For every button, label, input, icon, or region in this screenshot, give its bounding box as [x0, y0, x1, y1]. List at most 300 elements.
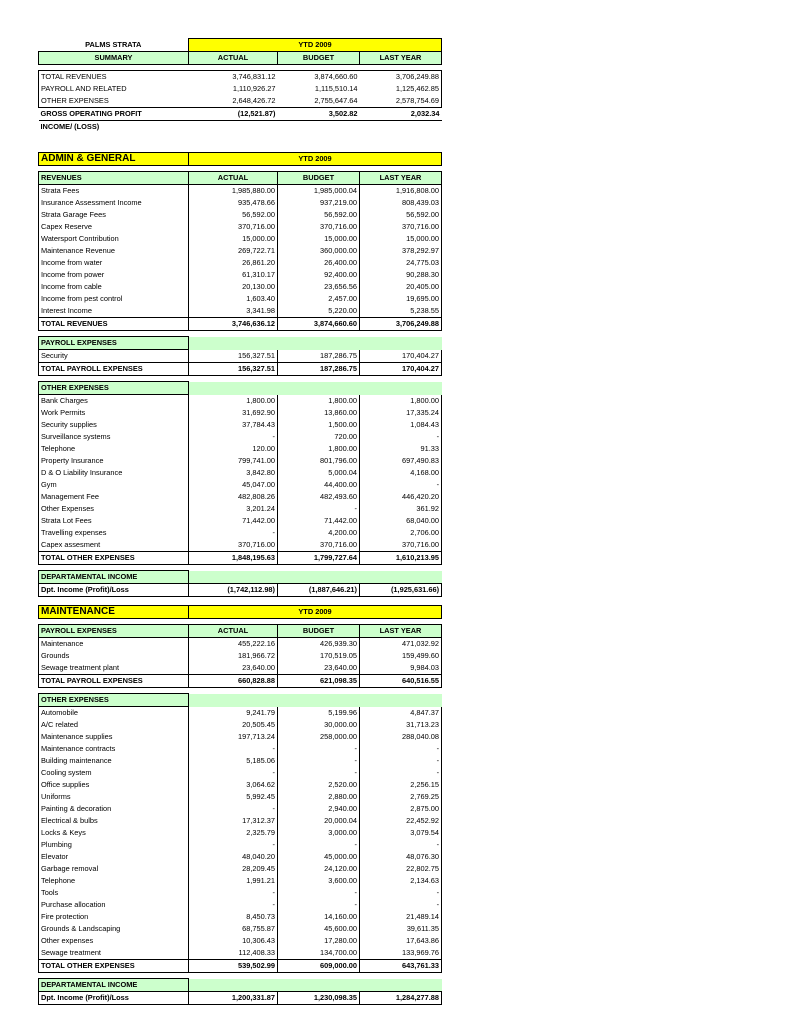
- row-label: Capex assesment: [39, 539, 189, 552]
- table-row: [39, 431, 442, 443]
- dept-last: 1,284,277.88: [360, 992, 442, 1005]
- gop-budget: 3,502.82: [278, 108, 360, 121]
- row-label: PAYROLL AND RELATED: [39, 83, 189, 95]
- table-row: [39, 305, 442, 318]
- row-last: -: [360, 743, 442, 755]
- row-last: -: [360, 899, 442, 911]
- row-label: Fire protection: [39, 911, 189, 923]
- row-actual: 10,306.43: [189, 935, 278, 947]
- row-budget: 3,874,660.60: [314, 72, 358, 81]
- row-label: Income from pest control: [39, 293, 189, 305]
- row-budget: 1,500.00: [278, 419, 360, 431]
- row-budget: -: [278, 743, 360, 755]
- maint-payroll-label: PAYROLL EXPENSES: [39, 625, 189, 638]
- row-last: 133,969.76: [360, 947, 442, 960]
- table-row: [39, 827, 442, 839]
- table-row: [39, 935, 442, 947]
- table-row: [39, 419, 442, 431]
- table-row: [39, 221, 442, 233]
- row-last: 697,490.83: [360, 455, 442, 467]
- row-actual: 15,000.00: [189, 233, 278, 245]
- row-actual: 1,110,926.27: [232, 84, 276, 93]
- summary-label: SUMMARY: [39, 52, 189, 65]
- total-label: TOTAL REVENUES: [39, 318, 189, 331]
- row-actual: 112,408.33: [189, 947, 278, 960]
- row-actual: 3,842.80: [189, 467, 278, 479]
- row-budget: 23,656.56: [278, 281, 360, 293]
- table-row: [39, 281, 442, 293]
- col-budget: BUDGET: [278, 52, 360, 65]
- row-budget: 1,115,510.14: [314, 84, 358, 93]
- row-label: Management Fee: [39, 491, 189, 503]
- maint-total-payroll-row: [39, 675, 442, 688]
- table-row: [39, 407, 442, 419]
- row-actual: -: [189, 743, 278, 755]
- row-label: Insurance Assessment Income: [39, 197, 189, 209]
- row-budget: 56,592.00: [278, 209, 360, 221]
- row-actual: 56,592.00: [189, 209, 278, 221]
- gop-row: [39, 108, 442, 121]
- row-label: Purchase allocation: [39, 899, 189, 911]
- total-budget: 621,098.35: [278, 675, 360, 688]
- row-label: Strata Lot Fees: [39, 515, 189, 527]
- row-actual: 269,722.71: [189, 245, 278, 257]
- row-actual: 23,640.00: [189, 662, 278, 675]
- total-last: 3,706,249.88: [360, 318, 442, 331]
- row-label: Sewage treatment plant: [39, 662, 189, 675]
- row-label: Strata Fees: [39, 185, 189, 198]
- row-actual: -: [189, 803, 278, 815]
- row-budget: 3,600.00: [278, 875, 360, 887]
- row-actual: 3,341.98: [189, 305, 278, 318]
- row-actual: 935,478.66: [189, 197, 278, 209]
- table-row: [39, 443, 442, 455]
- row-actual: 120.00: [189, 443, 278, 455]
- row-label: Automobile: [39, 707, 189, 720]
- maint-col-actual: ACTUAL: [189, 625, 278, 638]
- row-actual: 181,966.72: [189, 650, 278, 662]
- col-actual: ACTUAL: [189, 52, 278, 65]
- table-row: [39, 503, 442, 515]
- row-last: 5,238.55: [360, 305, 442, 318]
- row-last: 2,256.15: [360, 779, 442, 791]
- total-budget: 1,799,727.64: [278, 552, 360, 565]
- table-row: [39, 479, 442, 491]
- row-last: 3,706,249.88: [360, 71, 442, 84]
- row-last: 446,420.20: [360, 491, 442, 503]
- row-actual: 5,992.45: [189, 791, 278, 803]
- table-row: [39, 209, 442, 221]
- table-row: [39, 185, 442, 198]
- row-actual: 1,800.00: [189, 395, 278, 408]
- maintenance-section: [38, 605, 441, 1005]
- row-label: Building maintenance: [39, 755, 189, 767]
- total-last: 640,516.55: [360, 675, 442, 688]
- row-actual: 2,648,426.72: [232, 96, 276, 105]
- row-budget: 5,000.04: [278, 467, 360, 479]
- maint-other-label: OTHER EXPENSES: [39, 694, 189, 707]
- row-last: 17,335.24: [360, 407, 442, 419]
- row-last: 22,802.75: [360, 863, 442, 875]
- table-row: [39, 923, 442, 935]
- row-label: Maintenance supplies: [39, 731, 189, 743]
- table-row: [39, 947, 442, 960]
- table-row: [39, 197, 442, 209]
- row-label: Maintenance Revenue: [39, 245, 189, 257]
- row-label: Painting & decoration: [39, 803, 189, 815]
- row-budget: 370,716.00: [278, 539, 360, 552]
- table-row: [39, 755, 442, 767]
- row-actual: -: [189, 527, 278, 539]
- summary-title: PALMS STRATA: [85, 39, 142, 49]
- row-last: 4,847.37: [360, 707, 442, 720]
- summary-table: [38, 38, 442, 133]
- table-row: [39, 851, 442, 863]
- gop-actual: (12,521.87): [189, 108, 278, 121]
- admin-total-other-row: [39, 552, 442, 565]
- row-budget: -: [278, 899, 360, 911]
- row-budget: 2,457.00: [278, 293, 360, 305]
- row-actual: -: [189, 899, 278, 911]
- row-last: 1,084.43: [360, 419, 442, 431]
- row-budget: 1,800.00: [278, 395, 360, 408]
- row-budget: 14,160.00: [278, 911, 360, 923]
- admin-col-last-year: LAST YEAR: [360, 172, 442, 185]
- row-label: Plumbing: [39, 839, 189, 851]
- summary-period: YTD 2009: [189, 39, 442, 52]
- admin-total-revenues-row: [39, 318, 442, 331]
- maint-col-last-year: LAST YEAR: [360, 625, 442, 638]
- row-budget: 2,520.00: [278, 779, 360, 791]
- row-last: 1,125,462.85: [360, 83, 442, 95]
- row-last: 68,040.00: [360, 515, 442, 527]
- total-last: 1,610,213.95: [360, 552, 442, 565]
- row-budget: 426,939.30: [278, 638, 360, 651]
- row-budget: 801,796.00: [278, 455, 360, 467]
- table-row: [39, 779, 442, 791]
- row-actual: 370,716.00: [189, 221, 278, 233]
- table-row: [39, 662, 442, 675]
- row-label: Tools: [39, 887, 189, 899]
- dept-actual: 1,200,331.87: [189, 992, 278, 1005]
- maint-dept-row: [39, 992, 442, 1005]
- table-row: [39, 707, 442, 720]
- row-label: Income from power: [39, 269, 189, 281]
- row-last: 159,499.60: [360, 650, 442, 662]
- row-budget: 23,640.00: [278, 662, 360, 675]
- row-actual: 26,861.20: [189, 257, 278, 269]
- row-actual: 71,442.00: [189, 515, 278, 527]
- table-row: [39, 767, 442, 779]
- total-actual: 539,502.99: [189, 960, 278, 973]
- row-label: Grounds: [39, 650, 189, 662]
- row-label: Maintenance: [39, 638, 189, 651]
- total-actual: 660,828.88: [189, 675, 278, 688]
- table-row: [39, 863, 442, 875]
- row-label: Garbage removal: [39, 863, 189, 875]
- row-last: 90,288.30: [360, 269, 442, 281]
- row-actual: 156,327.51: [189, 350, 278, 363]
- row-last: 2,706.00: [360, 527, 442, 539]
- admin-dept-row: [39, 584, 442, 597]
- table-row: [39, 83, 442, 95]
- row-label: Strata Garage Fees: [39, 209, 189, 221]
- row-actual: 3,064.62: [189, 779, 278, 791]
- row-budget: -: [278, 755, 360, 767]
- row-label: Property Insurance: [39, 455, 189, 467]
- maint-col-budget: BUDGET: [278, 625, 360, 638]
- row-label: Travelling expenses: [39, 527, 189, 539]
- row-last: -: [360, 887, 442, 899]
- row-last: 370,716.00: [360, 539, 442, 552]
- row-last: 170,404.27: [360, 350, 442, 363]
- table-row: [39, 395, 442, 408]
- row-label: A/C related: [39, 719, 189, 731]
- row-last: 15,000.00: [360, 233, 442, 245]
- row-last: 24,775.03: [360, 257, 442, 269]
- dept-last: (1,925,631.66): [360, 584, 442, 597]
- row-actual: 370,716.00: [189, 539, 278, 552]
- row-actual: -: [189, 839, 278, 851]
- table-row: [39, 731, 442, 743]
- row-label: Elevator: [39, 851, 189, 863]
- total-label: TOTAL OTHER EXPENSES: [39, 960, 189, 973]
- dept-label: Dpt. Income (Profit)/Loss: [39, 992, 189, 1005]
- row-budget: 1,800.00: [278, 443, 360, 455]
- row-actual: 197,713.24: [189, 731, 278, 743]
- table-row: [39, 638, 442, 651]
- table-row: [39, 791, 442, 803]
- maint-period: YTD 2009: [189, 606, 442, 619]
- row-budget: 45,000.00: [278, 851, 360, 863]
- row-budget: 258,000.00: [278, 731, 360, 743]
- table-row: [39, 467, 442, 479]
- maintenance-table: [38, 605, 442, 1005]
- row-actual: 5,185.06: [189, 755, 278, 767]
- row-actual: 9,241.79: [189, 707, 278, 720]
- total-budget: 187,286.75: [278, 363, 360, 376]
- dept-label: Dpt. Income (Profit)/Loss: [39, 584, 189, 597]
- row-actual: 45,047.00: [189, 479, 278, 491]
- row-budget: 5,220.00: [278, 305, 360, 318]
- admin-payroll-label: PAYROLL EXPENSES: [39, 337, 189, 350]
- row-budget: 370,716.00: [278, 221, 360, 233]
- row-label: Surveillance systems: [39, 431, 189, 443]
- row-budget: 187,286.75: [278, 350, 360, 363]
- admin-section: [38, 152, 441, 597]
- dept-budget: 1,230,098.35: [278, 992, 360, 1005]
- row-last: 22,452.92: [360, 815, 442, 827]
- row-label: Security: [39, 350, 189, 363]
- table-row: [39, 491, 442, 503]
- maint-title: MAINTENANCE: [39, 606, 189, 619]
- row-last: -: [360, 479, 442, 491]
- admin-dept-label: DEPARTAMENTAL INCOME: [39, 571, 189, 584]
- row-budget: 17,280.00: [278, 935, 360, 947]
- row-label: Gym: [39, 479, 189, 491]
- row-budget: 44,400.00: [278, 479, 360, 491]
- total-last: 643,761.33: [360, 960, 442, 973]
- admin-total-payroll-row: [39, 363, 442, 376]
- row-label: Cooling system: [39, 767, 189, 779]
- row-label: Maintenance contracts: [39, 743, 189, 755]
- row-actual: 1,991.21: [189, 875, 278, 887]
- row-label: Income from water: [39, 257, 189, 269]
- row-budget: -: [278, 839, 360, 851]
- row-budget: 2,755,647.64: [314, 96, 358, 105]
- row-budget: -: [278, 767, 360, 779]
- row-budget: 30,000.00: [278, 719, 360, 731]
- row-last: 808,439.03: [360, 197, 442, 209]
- total-last: 170,404.27: [360, 363, 442, 376]
- row-label: Other expenses: [39, 935, 189, 947]
- row-last: 39,611.35: [360, 923, 442, 935]
- row-actual: 68,755.87: [189, 923, 278, 935]
- row-label: Locks & Keys: [39, 827, 189, 839]
- table-row: [39, 95, 442, 108]
- admin-col-actual: ACTUAL: [189, 172, 278, 185]
- total-label: TOTAL PAYROLL EXPENSES: [39, 675, 189, 688]
- row-budget: 45,600.00: [278, 923, 360, 935]
- row-last: 19,695.00: [360, 293, 442, 305]
- total-label: TOTAL OTHER EXPENSES: [39, 552, 189, 565]
- table-row: [39, 839, 442, 851]
- row-actual: 8,450.73: [189, 911, 278, 923]
- maint-total-other-row: [39, 960, 442, 973]
- col-last-year: LAST YEAR: [360, 52, 442, 65]
- gop-last: 2,032.34: [360, 108, 442, 121]
- row-label: Capex Reserve: [39, 221, 189, 233]
- maint-dept-label: DEPARTAMENTAL INCOME: [39, 979, 189, 992]
- total-budget: 609,000.00: [278, 960, 360, 973]
- row-label: Telephone: [39, 443, 189, 455]
- row-budget: 1,985,000.04: [278, 185, 360, 198]
- row-budget: -: [278, 503, 360, 515]
- row-label: TOTAL REVENUES: [39, 71, 189, 84]
- row-label: Bank Charges: [39, 395, 189, 408]
- row-budget: 482,493.60: [278, 491, 360, 503]
- table-row: [39, 527, 442, 539]
- income-loss-label: INCOME/ (LOSS): [40, 122, 100, 131]
- row-last: -: [360, 767, 442, 779]
- row-last: 48,076.30: [360, 851, 442, 863]
- row-actual: -: [189, 767, 278, 779]
- row-last: 1,800.00: [360, 395, 442, 408]
- row-actual: -: [189, 887, 278, 899]
- table-row: [39, 719, 442, 731]
- row-label: Sewage treatment: [39, 947, 189, 960]
- row-actual: 3,746,831.12: [232, 72, 276, 81]
- row-last: -: [360, 431, 442, 443]
- row-budget: 170,519.05: [278, 650, 360, 662]
- row-budget: 24,120.00: [278, 863, 360, 875]
- dept-budget: (1,887,646.21): [278, 584, 360, 597]
- row-last: -: [360, 839, 442, 851]
- row-budget: 3,000.00: [278, 827, 360, 839]
- row-actual: 1,603.40: [189, 293, 278, 305]
- table-row: [39, 887, 442, 899]
- row-label: Security supplies: [39, 419, 189, 431]
- total-actual: 1,848,195.63: [189, 552, 278, 565]
- row-actual: 61,310.17: [189, 269, 278, 281]
- row-label: Interest Income: [39, 305, 189, 318]
- row-label: OTHER EXPENSES: [39, 95, 189, 108]
- admin-col-budget: BUDGET: [278, 172, 360, 185]
- table-row: [39, 803, 442, 815]
- row-label: D & O Liability Insurance: [39, 467, 189, 479]
- row-actual: -: [189, 431, 278, 443]
- table-row: [39, 350, 442, 363]
- row-last: 2,134.63: [360, 875, 442, 887]
- row-budget: 720.00: [278, 431, 360, 443]
- total-actual: 3,746,636.12: [189, 318, 278, 331]
- row-last: 9,984.03: [360, 662, 442, 675]
- table-row: [39, 71, 442, 84]
- row-label: Office supplies: [39, 779, 189, 791]
- row-actual: 37,784.43: [189, 419, 278, 431]
- row-budget: 4,200.00: [278, 527, 360, 539]
- row-actual: 28,209.45: [189, 863, 278, 875]
- row-budget: 2,940.00: [278, 803, 360, 815]
- row-actual: 20,505.45: [189, 719, 278, 731]
- row-budget: 2,880.00: [278, 791, 360, 803]
- row-label: Telephone: [39, 875, 189, 887]
- row-budget: 92,400.00: [278, 269, 360, 281]
- admin-table: [38, 152, 442, 597]
- row-last: 370,716.00: [360, 221, 442, 233]
- row-budget: 26,400.00: [278, 257, 360, 269]
- row-last: 17,643.86: [360, 935, 442, 947]
- row-last: 2,875.00: [360, 803, 442, 815]
- row-last: 4,168.00: [360, 467, 442, 479]
- row-label: Electrical & bulbs: [39, 815, 189, 827]
- table-row: [39, 257, 442, 269]
- table-row: [39, 899, 442, 911]
- total-budget: 3,874,660.60: [278, 318, 360, 331]
- row-last: 56,592.00: [360, 209, 442, 221]
- table-row: [39, 539, 442, 552]
- row-label: Other Expenses: [39, 503, 189, 515]
- table-row: [39, 269, 442, 281]
- row-budget: 5,199.96: [278, 707, 360, 720]
- row-last: 361.92: [360, 503, 442, 515]
- table-row: [39, 455, 442, 467]
- row-label: Income from cable: [39, 281, 189, 293]
- row-last: 91.33: [360, 443, 442, 455]
- admin-title: ADMIN & GENERAL: [39, 153, 189, 166]
- table-row: [39, 911, 442, 923]
- row-last: 2,769.25: [360, 791, 442, 803]
- table-row: [39, 515, 442, 527]
- row-budget: -: [278, 887, 360, 899]
- row-last: 21,489.14: [360, 911, 442, 923]
- admin-revenues-label: REVENUES: [39, 172, 189, 185]
- row-last: 378,292.97: [360, 245, 442, 257]
- table-row: [39, 650, 442, 662]
- row-budget: 15,000.00: [278, 233, 360, 245]
- gop-label: GROSS OPERATING PROFIT: [39, 108, 189, 121]
- summary-section: [38, 38, 441, 133]
- row-label: Work Permits: [39, 407, 189, 419]
- row-last: 31,713.23: [360, 719, 442, 731]
- row-last: 2,578,754.69: [360, 95, 442, 108]
- row-budget: 13,860.00: [278, 407, 360, 419]
- row-budget: 360,000.00: [278, 245, 360, 257]
- table-row: [39, 245, 442, 257]
- row-last: 20,405.00: [360, 281, 442, 293]
- row-actual: 20,130.00: [189, 281, 278, 293]
- row-label: Uniforms: [39, 791, 189, 803]
